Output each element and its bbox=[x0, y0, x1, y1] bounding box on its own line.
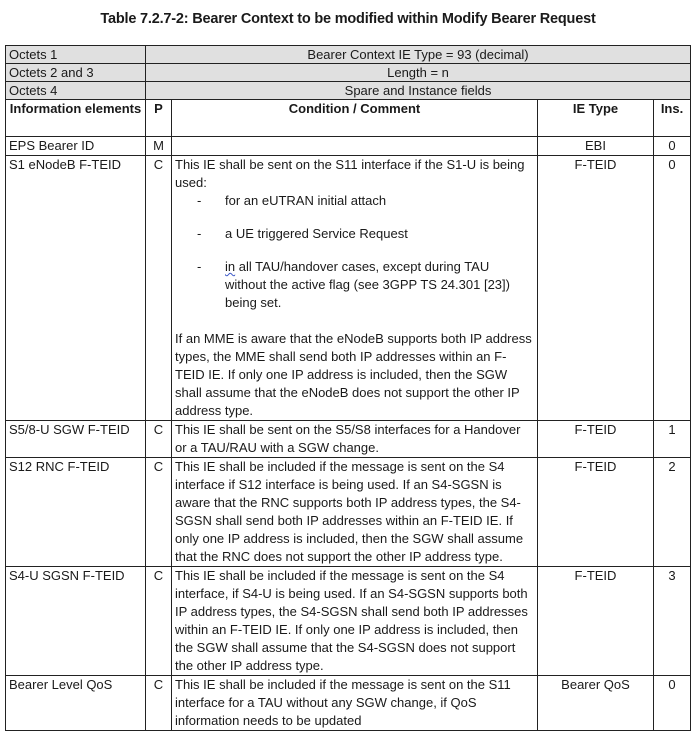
bullet-item: - a UE triggered Service Request bbox=[197, 226, 408, 241]
header-information-elements: Information elements bbox=[6, 100, 146, 137]
condition: This IE shall be included if the message is sent on the S4 interface, if S4-U is being used. If an S4-SGSN supports both IP address types, the S4-SGSN shall send both IP addresses within an F-TEID IE. If only one IP address is included, then the SGW shall assume that the S4-SGSN does not support the other IP address type. bbox=[172, 567, 538, 676]
instance: 0 bbox=[654, 676, 691, 731]
ie-name: S1 eNodeB F-TEID bbox=[6, 156, 146, 421]
ie-type: F-TEID bbox=[538, 156, 654, 421]
presence: C bbox=[146, 421, 172, 458]
instance: 0 bbox=[654, 137, 691, 156]
table-row bbox=[6, 676, 691, 731]
ie-type: F-TEID bbox=[538, 458, 654, 567]
ie-name: EPS Bearer ID bbox=[6, 137, 146, 156]
octets-value: Spare and Instance fields bbox=[146, 82, 691, 100]
instance: 3 bbox=[654, 567, 691, 676]
ie-name: Bearer Level QoS bbox=[6, 676, 146, 731]
presence: M bbox=[146, 137, 172, 156]
octets-value: Length = n bbox=[146, 64, 691, 82]
condition: This IE shall be sent on the S5/S8 interfaces for a Handover or a TAU/RAU with a SGW change. bbox=[172, 421, 538, 458]
column-header-row bbox=[6, 100, 691, 137]
instance: 2 bbox=[654, 458, 691, 567]
octets-row bbox=[6, 64, 691, 82]
octets-value: Bearer Context IE Type = 93 (decimal) bbox=[146, 46, 691, 64]
ie-type: F-TEID bbox=[538, 567, 654, 676]
condition bbox=[172, 156, 538, 421]
condition-note: If an MME is aware that the eNodeB supports both IP address types, the MME shall send both IP addresses within an F-TEID IE. If only one IP address is included, then the SGW shall assume that the eNodeB does not support the other IP address type. bbox=[175, 331, 532, 418]
instance: 1 bbox=[654, 421, 691, 458]
condition: This IE shall be included if the message is sent on the S11 interface for a TAU without any SGW change, if QoS information needs to be updated bbox=[172, 676, 538, 731]
table-row bbox=[6, 567, 691, 676]
header-condition: Condition / Comment bbox=[172, 100, 538, 137]
condition-bullets bbox=[175, 192, 534, 312]
header-ins: Ins. bbox=[654, 100, 691, 137]
table-row bbox=[6, 421, 691, 458]
presence: C bbox=[146, 458, 172, 567]
ie-type: Bearer QoS bbox=[538, 676, 654, 731]
table-title: Table 7.2.7-2: Bearer Context to be modified within Modify Bearer Request bbox=[100, 11, 596, 27]
table-row bbox=[6, 156, 691, 421]
presence: C bbox=[146, 156, 172, 421]
condition: This IE shall be included if the message is sent on the S4 interface if S12 interface is being used. If an S4-SGSN is aware that the RNC supports both IP address types, the S4-SGSN shall send both IP addresses within an F-TEID IE. If only one IP address is included, then the SGW shall assume that the RNC does not support the other IP address type. bbox=[172, 458, 538, 567]
octets-row bbox=[6, 46, 691, 64]
ie-type: F-TEID bbox=[538, 421, 654, 458]
octets-row bbox=[6, 82, 691, 100]
octets-label: Octets 2 and 3 bbox=[6, 64, 146, 82]
table-row bbox=[6, 137, 691, 156]
ie-name: S4-U SGSN F-TEID bbox=[6, 567, 146, 676]
bullet-item: - in all TAU/handover cases, except during TAU without the active flag (see 3GPP TS 24.301 [23]) being set. bbox=[197, 259, 510, 310]
header-p: P bbox=[146, 100, 172, 137]
octets-label: Octets 1 bbox=[6, 46, 146, 64]
octets-label: Octets 4 bbox=[6, 82, 146, 100]
instance: 0 bbox=[654, 156, 691, 421]
presence: C bbox=[146, 567, 172, 676]
ie-name: S12 RNC F-TEID bbox=[6, 458, 146, 567]
header-ie-type: IE Type bbox=[538, 100, 654, 137]
bearer-context-table bbox=[5, 45, 691, 731]
presence: C bbox=[146, 676, 172, 731]
spellcheck-word: in bbox=[225, 259, 236, 274]
ie-type: EBI bbox=[538, 137, 654, 156]
dash-icon: - bbox=[197, 226, 202, 241]
table-row bbox=[6, 458, 691, 567]
dash-icon: - bbox=[197, 259, 202, 274]
bullet-item: - for an eUTRAN initial attach bbox=[197, 193, 387, 208]
dash-icon: - bbox=[197, 193, 202, 208]
condition-intro: This IE shall be sent on the S11 interface if the S1-U is being used: bbox=[175, 157, 525, 190]
ie-name: S5/8-U SGW F-TEID bbox=[6, 421, 146, 458]
condition bbox=[172, 137, 538, 156]
